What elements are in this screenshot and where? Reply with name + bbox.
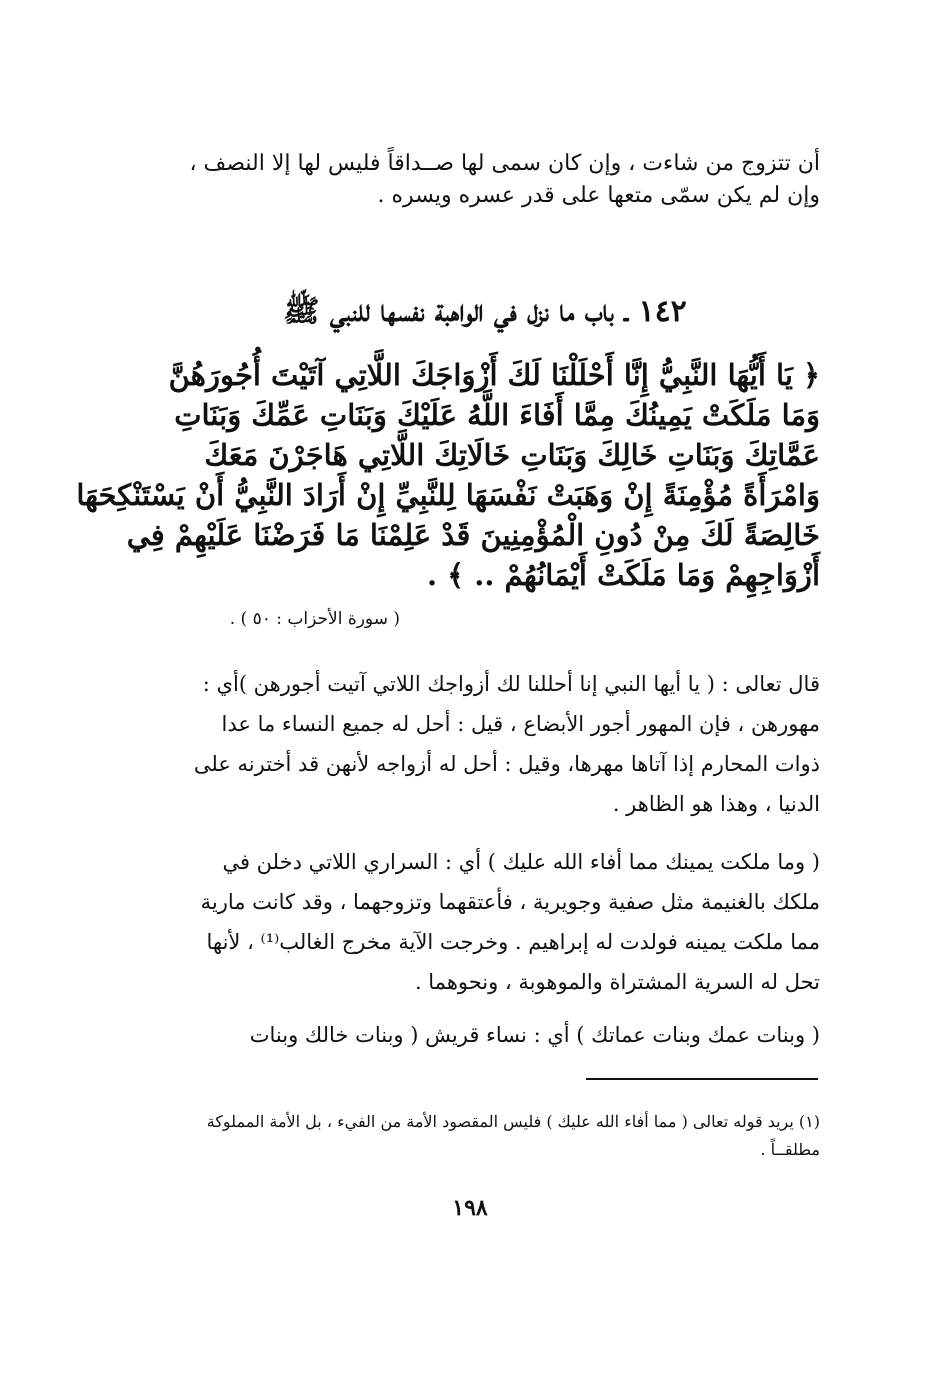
commentary-paragraph bbox=[150, 664, 820, 824]
intro-line: أن تتزوج من شاءت ، وإن كان سمى لها صــداقاً فليس لها إلا النصف ، bbox=[189, 151, 820, 176]
verse-line: ﴿ يَا أَيُّهَا النَّبِيُّ إِنَّا أَحْلَلْنَا لَكَ أَزْوَاجَكَ اللَّاتِي آتَيْتَ أُجُورَهُنَّ bbox=[168, 358, 820, 392]
paragraph-line: ( وما ملكت يمينك مما أفاء الله عليك ) أي : السراري اللاتي دخلن في bbox=[222, 850, 820, 874]
footnote-line: (١) يريد قوله تعالى ( مما أفاء الله عليك ) فليس المقصود الأمة من الفيء ، بل الأمة المملوكة bbox=[206, 1112, 820, 1131]
verse-reference: ( سورة الأحزاب : ٥٠ ) . bbox=[229, 609, 400, 629]
paragraph-line: ملكك بالغنيمة مثل صفية وجويرية ، فأعتقهما وتزوجهما ، وقد كانت مارية bbox=[200, 890, 820, 914]
commentary-paragraph bbox=[150, 1015, 820, 1055]
verse-line: أَزْوَاجِهِمْ وَمَا مَلَكَتْ أَيْمَانُهُمْ .. ﴾ . bbox=[426, 558, 820, 592]
page-number: ١٩٨ bbox=[452, 1195, 488, 1221]
quran-verse bbox=[76, 355, 820, 595]
verse-line: عَمَّاتِكَ وَبَنَاتِ خَالِكَ وَبَنَاتِ خَالَاتِكَ اللَّاتِي هَاجَرْنَ مَعَكَ bbox=[204, 438, 820, 472]
paragraph-line: ذوات المحارم إذا آتاها مهرها، وقيل : أحل له أزواجه لأنهن قد أخترنه على bbox=[193, 752, 820, 776]
footnote-divider bbox=[586, 1078, 818, 1080]
verse-line: وَامْرَأَةً مُؤْمِنَةً إِنْ وَهَبَتْ نَفْسَهَا لِلنَّبِيِّ إِنْ أَرَادَ النَّبِيُّ أَنْ يَسْتَنْكِحَهَا bbox=[76, 478, 820, 512]
paragraph-line: الدنيا ، وهذا هو الظاهر . bbox=[612, 792, 820, 816]
intro-line: وإن لم يكن سمّى متعها على قدر عسره ويسره . bbox=[377, 183, 820, 208]
footnote bbox=[150, 1108, 820, 1164]
paragraph-line: تحل له السرية المشتراة والموهوبة ، ونحوهما . bbox=[414, 970, 820, 994]
chapter-title: ١٤٢ ـ باب ما نزل في الواهبة نفسها للنبي ﷺ bbox=[283, 294, 687, 329]
paragraph-line: قال تعالى : ( يا أيها النبي إنا أحللنا لك أزواجك اللاتي آتيت أجورهن )أي : bbox=[202, 672, 820, 696]
commentary-paragraph bbox=[150, 842, 820, 1002]
paragraph-line: مهورهن ، فإن المهور أجور الأبضاع ، قيل : أحل له جميع النساء ما عدا bbox=[221, 712, 820, 736]
verse-line: وَمَا مَلَكَتْ يَمِينُكَ مِمَّا أَفَاءَ اللَّهُ عَلَيْكَ وَبَنَاتِ عَمِّكَ وَبَنَاتِ bbox=[174, 398, 820, 432]
verse-line: خَالِصَةً لَكَ مِنْ دُونِ الْمُؤْمِنِينَ قَدْ عَلِمْنَا مَا فَرَضْنَا عَلَيْهِمْ فِي bbox=[126, 518, 820, 552]
paragraph-line: ( وبنات عمك وبنات عماتك ) أي : نساء قريش ( وبنات خالك وبنات bbox=[249, 1023, 820, 1047]
footnote-line: مطلقــاً . bbox=[760, 1140, 820, 1159]
intro-paragraph bbox=[150, 148, 820, 212]
paragraph-line: مما ملكت يمينه فولدت له إبراهيم . وخرجت الآية مخرج الغالب⁽¹⁾ ، لأنها bbox=[206, 930, 820, 954]
